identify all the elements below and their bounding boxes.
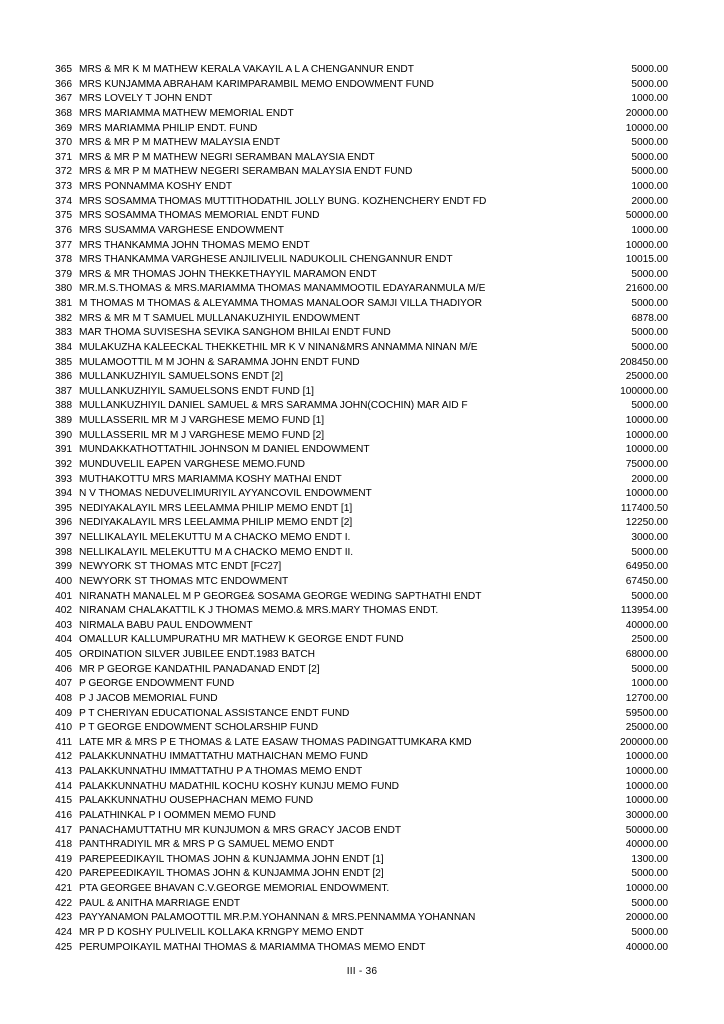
endowment-amount: 200000.00	[620, 736, 668, 748]
endowment-amount: 5000.00	[631, 327, 668, 339]
endowment-name: MRS THANKAMMA JOHN THOMAS MEMO ENDT	[79, 239, 310, 251]
table-row	[47, 78, 668, 93]
table-row	[47, 253, 668, 268]
table-row	[47, 692, 668, 707]
table-row	[47, 107, 668, 122]
row-index: 369	[55, 122, 72, 134]
table-row	[47, 794, 668, 809]
endowment-amount: 100000.00	[620, 385, 668, 397]
row-index: 397	[55, 532, 72, 543]
table-row	[47, 385, 668, 400]
endowment-amount: 67450.00	[625, 575, 668, 587]
row-index: 372	[55, 166, 72, 178]
row-index: 418	[55, 839, 72, 851]
endowment-amount: 5000.00	[631, 64, 668, 75]
row-index: 379	[55, 268, 72, 280]
row-index: 411	[55, 736, 72, 748]
endowment-name: MR P GEORGE KANDATHIL PANADANAD ENDT [2]	[79, 663, 320, 675]
endowment-name: NIRMALA BABU PAUL ENDOWMENT	[79, 619, 253, 631]
endowment-amount: 5000.00	[631, 137, 668, 149]
endowment-amount: 5000.00	[631, 663, 668, 675]
endowment-name: MRS MARIAMMA PHILIP ENDT. FUND	[79, 122, 258, 134]
page-number-label: III - 36	[346, 966, 378, 977]
endowment-name: NEDIYAKALAYIL MRS LEELAMMA PHILIP MEMO ENDT [2]	[79, 517, 353, 529]
endowment-name: MRS SUSAMMA VARGHESE ENDOWMENT	[79, 224, 284, 236]
table-row	[47, 926, 668, 941]
row-index: 374	[55, 195, 72, 207]
row-index: 403	[55, 619, 72, 631]
endowment-amount: 10000.00	[625, 444, 668, 456]
endowment-name: MR.M.S.THOMAS & MRS.MARIAMMA THOMAS MANAMMOOTIL EDAYARANMULA M/E	[79, 283, 486, 295]
endowment-name: PANTHRADIYIL MR & MRS P G SAMUEL MEMO ENDT	[79, 839, 335, 851]
endowment-name: MULLANKUZHIYIL SAMUELSONS ENDT FUND [1]	[79, 385, 314, 397]
row-index: 425	[55, 941, 72, 953]
endowment-amount: 208450.00	[620, 356, 668, 368]
table-row	[47, 224, 668, 239]
endowment-name: P J JACOB MEMORIAL FUND	[79, 692, 218, 704]
table-row	[47, 736, 668, 751]
row-index: 365	[55, 64, 72, 75]
table-row	[47, 151, 668, 166]
endowment-name: N V THOMAS NEDUVELIMURIYIL AYYANCOVIL ENDOWMENT	[79, 488, 372, 500]
endowment-name: NELLIKALAYIL MELEKUTTU M A CHACKO MEMO ENDT II.	[79, 546, 354, 558]
row-index: 376	[55, 224, 72, 236]
endowment-amount: 10000.00	[625, 751, 668, 763]
endowment-amount: 40000.00	[625, 619, 668, 631]
endowment-name: NELLIKALAYIL MELEKUTTU M A CHACKO MEMO ENDT I.	[79, 532, 351, 543]
endowment-name: PTA GEORGEE BHAVAN C.V.GEORGE MEMORIAL ENDOWMENT.	[79, 883, 390, 894]
endowment-name: PAREPEEDIKAYIL THOMAS JOHN & KUNJAMMA JOHN ENDT [1]	[79, 853, 384, 865]
endowment-amount: 5000.00	[631, 166, 668, 178]
row-index: 387	[55, 385, 72, 397]
endowment-name: PAYYANAMON PALAMOOTTIL MR.P.M.YOHANNAN & MRS.PENNAMMA YOHANNAN	[79, 912, 476, 924]
endowment-amount: 1300.00	[631, 853, 668, 865]
endowment-amount: 75000.00	[625, 458, 668, 470]
row-index: 380	[55, 283, 72, 295]
endowment-name: P T GEORGE ENDOWMENT SCHOLARSHIP FUND	[79, 722, 319, 734]
table-row	[47, 282, 668, 297]
endowment-name: NEWYORK ST THOMAS MTC ENDT [FC27]	[79, 561, 282, 573]
endowment-amount: 50000.00	[625, 824, 668, 836]
table-row	[47, 429, 668, 444]
endowment-name: MUNDAKKATHOTTATHIL JOHNSON M DANIEL ENDOWMENT	[79, 444, 370, 456]
table-row	[47, 882, 668, 897]
row-index: 402	[55, 605, 72, 617]
row-index: 382	[55, 312, 72, 324]
row-index: 423	[55, 912, 72, 924]
endowment-name: PAUL & ANITHA MARRIAGE ENDT	[79, 897, 241, 909]
endowment-amount: 5000.00	[631, 897, 668, 909]
table-row	[47, 560, 668, 575]
endowment-name: MAR THOMA SUVISESHA SEVIKA SANGHOM BHILAI ENDT FUND	[79, 327, 391, 339]
table-row	[47, 195, 668, 210]
endowment-amount: 21600.00	[625, 283, 668, 295]
endowment-name: MRS THANKAMMA VARGHESE ANJILIVELIL NADUKOLIL CHENGANNUR ENDT	[79, 254, 453, 266]
endowment-amount: 59500.00	[625, 707, 668, 719]
table-row	[47, 707, 668, 722]
row-index: 371	[55, 151, 72, 163]
row-index: 410	[55, 722, 72, 734]
endowment-amount: 1000.00	[631, 224, 668, 236]
endowment-amount: 10000.00	[625, 766, 668, 777]
table-row	[47, 239, 668, 254]
endowment-amount: 5000.00	[631, 400, 668, 412]
endowment-amount: 20000.00	[625, 107, 668, 119]
endowment-name: MUNDUVELIL EAPEN VARGHESE MEMO.FUND	[79, 458, 305, 470]
row-index: 400	[55, 575, 72, 587]
row-index: 413	[55, 766, 72, 777]
row-index: 424	[55, 926, 72, 938]
table-row	[47, 136, 668, 151]
endowment-name: MULAMOOTTIL M M JOHN & SARAMMA JOHN ENDT FUND	[79, 356, 360, 368]
row-index: 388	[55, 400, 72, 412]
endowment-name: PANACHAMUTTATHU MR KUNJUMON & MRS GRACY JACOB ENDT	[79, 824, 402, 836]
endowment-amount: 10000.00	[625, 415, 668, 426]
endowment-name: MRS & MR K M MATHEW KERALA VAKAYIL A L A CHENGANNUR ENDT	[79, 64, 414, 75]
table-row	[47, 546, 668, 561]
endowment-name: MRS KUNJAMMA ABRAHAM KARIMPARAMBIL MEMO ENDOWMENT FUND	[79, 78, 434, 90]
table-row	[47, 165, 668, 180]
endowment-amount: 5000.00	[631, 151, 668, 163]
endowment-amount: 10000.00	[625, 239, 668, 251]
endowment-name: MRS & MR P M MATHEW NEGERI SERAMBAN MALAYSIA ENDT FUND	[79, 166, 413, 178]
row-index: 367	[55, 93, 72, 105]
endowment-amount: 117400.50	[620, 502, 668, 514]
endowment-name: MRS SOSAMMA THOMAS MEMORIAL ENDT FUND	[79, 210, 320, 222]
endowment-amount: 64950.00	[625, 561, 668, 573]
endowment-name: MRS & MR P M MATHEW NEGRI SERAMBAN MALAYSIA ENDT	[79, 151, 375, 163]
row-index: 417	[55, 824, 72, 836]
row-index: 406	[55, 663, 72, 675]
table-row	[47, 370, 668, 385]
row-index: 391	[55, 444, 72, 456]
row-index: 384	[55, 341, 72, 353]
row-index: 375	[55, 210, 72, 222]
endowment-amount: 68000.00	[625, 649, 668, 660]
endowment-amount: 25000.00	[625, 371, 668, 383]
endowment-name: MR P D KOSHY PULIVELIL KOLLAKA KRNGPY MEMO ENDT	[79, 926, 364, 938]
row-index: 420	[55, 868, 72, 880]
endowment-name: LATE MR & MRS P E THOMAS & LATE EASAW THOMAS PADINGATTUMKARA KMD	[79, 736, 472, 748]
row-index: 404	[55, 634, 72, 646]
table-row	[47, 414, 668, 429]
endowment-name: PALAKKUNNATHU OUSEPHACHAN MEMO FUND	[79, 795, 314, 807]
row-index: 408	[55, 692, 72, 704]
endowment-name: MRS LOVELY T JOHN ENDT	[79, 93, 213, 105]
table-row	[47, 721, 668, 736]
endowment-amount: 10015.00	[625, 254, 668, 266]
row-index: 383	[55, 327, 72, 339]
table-row	[47, 809, 668, 824]
row-index: 370	[55, 137, 72, 149]
table-row	[47, 326, 668, 341]
row-index: 416	[55, 809, 72, 821]
endowment-amount: 10000.00	[625, 429, 668, 441]
endowment-amount: 5000.00	[631, 926, 668, 938]
endowment-amount: 40000.00	[625, 941, 668, 953]
table-row	[47, 341, 668, 356]
endowment-name: ORDINATION SILVER JUBILEE ENDT.1983 BATCH	[79, 649, 315, 660]
table-row	[47, 677, 668, 692]
row-index: 399	[55, 561, 72, 573]
endowment-amount: 12250.00	[625, 517, 668, 529]
endowment-name: MUTHAKOTTU MRS MARIAMMA KOSHY MATHAI ENDT	[79, 473, 342, 485]
row-index: 415	[55, 795, 72, 807]
row-index: 414	[55, 780, 72, 792]
table-row	[47, 487, 668, 502]
endowment-name: PALAKKUNNATHU MADATHIL KOCHU KOSHY KUNJU MEMO FUND	[79, 780, 400, 792]
row-index: 398	[55, 546, 72, 558]
endowment-name: MRS MARIAMMA MATHEW MEMORIAL ENDT	[79, 107, 294, 119]
endowment-amount: 113954.00	[620, 605, 668, 617]
row-index: 386	[55, 371, 72, 383]
row-index: 409	[55, 707, 72, 719]
row-index: 405	[55, 649, 72, 660]
endowment-amount: 20000.00	[625, 912, 668, 924]
page-footer	[0, 966, 724, 977]
endowment-amount: 12700.00	[625, 692, 668, 704]
table-row	[47, 473, 668, 488]
row-index: 401	[55, 590, 72, 602]
endowment-name: MULLASSERIL MR M J VARGHESE MEMO FUND [1]	[79, 415, 325, 426]
table-row	[47, 765, 668, 780]
row-index: 381	[55, 298, 72, 309]
row-index: 393	[55, 473, 72, 485]
endowment-name: NIRANAM CHALAKATTIL K J THOMAS MEMO.& MRS.MARY THOMAS ENDT.	[79, 605, 439, 617]
row-index: 392	[55, 458, 72, 470]
endowment-amount: 1000.00	[631, 181, 668, 192]
endowment-amount: 5000.00	[631, 590, 668, 602]
endowment-name: MRS & MR THOMAS JOHN THEKKETHAYYIL MARAMON ENDT	[79, 268, 377, 280]
table-row	[47, 180, 668, 195]
endowment-amount: 10000.00	[625, 488, 668, 500]
table-row	[47, 604, 668, 619]
row-index: 373	[55, 181, 72, 192]
row-index: 390	[55, 429, 72, 441]
table-row	[47, 399, 668, 414]
table-row	[47, 780, 668, 795]
endowment-amount: 5000.00	[631, 868, 668, 880]
endowment-amount: 3000.00	[631, 532, 668, 543]
table-row	[47, 458, 668, 473]
table-row	[47, 867, 668, 882]
endowment-amount: 10000.00	[625, 780, 668, 792]
table-row	[47, 312, 668, 327]
endowment-amount: 10000.00	[625, 883, 668, 894]
endowment-amount: 25000.00	[625, 722, 668, 734]
endowment-name: OMALLUR KALLUMPURATHU MR MATHEW K GEORGE ENDT FUND	[79, 634, 404, 646]
endowment-amount: 5000.00	[631, 78, 668, 90]
table-row	[47, 268, 668, 283]
table-row	[47, 853, 668, 868]
endowment-amount: 10000.00	[625, 122, 668, 134]
endowment-name: MULLANKUZHIYIL SAMUELSONS ENDT [2]	[79, 371, 283, 383]
row-index: 396	[55, 517, 72, 529]
table-row	[47, 648, 668, 663]
endowment-name: MRS & MR M T SAMUEL MULLANAKUZHIYIL ENDOWMENT	[79, 312, 361, 324]
endowment-amount: 6878.00	[631, 312, 668, 324]
table-row	[47, 297, 668, 312]
row-index: 421	[55, 883, 72, 894]
endowment-amount: 5000.00	[631, 268, 668, 280]
table-row	[47, 897, 668, 912]
endowment-name: MULLANKUZHIYIL DANIEL SAMUEL & MRS SARAMMA JOHN(COCHIN) MAR AID F	[79, 400, 468, 412]
table-row	[47, 122, 668, 137]
table-row	[47, 92, 668, 107]
endowment-amount: 5000.00	[631, 341, 668, 353]
row-index: 394	[55, 488, 72, 500]
table-row	[47, 531, 668, 546]
table-row	[47, 502, 668, 517]
table-row	[47, 824, 668, 839]
endowment-name: NIRANATH MANALEL M P GEORGE& SOSAMA GEORGE WEDING SAPTHATHI ENDT	[79, 590, 482, 602]
table-row	[47, 590, 668, 605]
row-index: 366	[55, 78, 72, 90]
row-index: 385	[55, 356, 72, 368]
endowment-amount: 2000.00	[631, 195, 668, 207]
table-row	[47, 633, 668, 648]
row-index: 412	[55, 751, 72, 763]
endowment-name: PALAKKUNNATHU IMMATTATHU P A THOMAS MEMO ENDT	[79, 766, 363, 777]
endowment-amount: 30000.00	[625, 809, 668, 821]
endowment-amount: 40000.00	[625, 839, 668, 851]
table-row	[47, 838, 668, 853]
table-row	[47, 209, 668, 224]
endowment-amount: 5000.00	[631, 298, 668, 309]
endowment-amount: 50000.00	[625, 210, 668, 222]
table-row	[47, 663, 668, 678]
row-index: 377	[55, 239, 72, 251]
row-index: 395	[55, 502, 72, 514]
table-row	[47, 911, 668, 926]
endowment-name: PALATHINKAL P I OOMMEN MEMO FUND	[79, 809, 276, 821]
row-index: 368	[55, 107, 72, 119]
endowment-name: NEWYORK ST THOMAS MTC ENDOWMENT	[79, 575, 289, 587]
endowment-name: PALAKKUNNATHU IMMATTATHU MATHAICHAN MEMO FUND	[79, 751, 368, 763]
row-index: 389	[55, 415, 72, 426]
endowment-amount: 1000.00	[631, 93, 668, 105]
row-index: 422	[55, 897, 72, 909]
row-index: 419	[55, 853, 72, 865]
endowment-name: MULAKUZHA KALEECKAL THEKKETHIL MR K V NINAN&MRS ANNAMMA NINAN M/E	[79, 341, 478, 353]
row-index: 378	[55, 254, 72, 266]
row-index: 407	[55, 678, 72, 690]
table-row	[47, 356, 668, 371]
table-row	[47, 63, 668, 78]
endowment-amount: 2500.00	[631, 634, 668, 646]
endowment-name: P GEORGE ENDOWMENT FUND	[79, 678, 235, 690]
table-row	[47, 575, 668, 590]
endowment-name: M THOMAS M THOMAS & ALEYAMMA THOMAS MANALOOR SAMJI VILLA THADIYOR	[79, 298, 482, 309]
endowment-name: MRS PONNAMMA KOSHY ENDT	[79, 181, 233, 192]
table-row	[47, 941, 668, 956]
endowment-name: MULLASSERIL MR M J VARGHESE MEMO FUND [2]	[79, 429, 325, 441]
table-row	[47, 619, 668, 634]
endowment-amount: 1000.00	[631, 678, 668, 690]
endowment-name: P T CHERIYAN EDUCATIONAL ASSISTANCE ENDT FUND	[79, 707, 350, 719]
endowment-ledger-table	[47, 63, 668, 955]
endowment-amount: 5000.00	[631, 546, 668, 558]
endowment-amount: 2000.00	[631, 473, 668, 485]
endowment-name: PERUMPOIKAYIL MATHAI THOMAS & MARIAMMA THOMAS MEMO ENDT	[79, 941, 426, 953]
table-row	[47, 443, 668, 458]
endowment-name: MRS SOSAMMA THOMAS MUTTITHODATHIL JOLLY BUNG. KOZHENCHERY ENDT FD	[79, 195, 487, 207]
table-row	[47, 750, 668, 765]
table-row	[47, 516, 668, 531]
endowment-name: NEDIYAKALAYIL MRS LEELAMMA PHILIP MEMO ENDT [1]	[79, 502, 353, 514]
endowment-name: MRS & MR P M MATHEW MALAYSIA ENDT	[79, 137, 281, 149]
endowment-amount: 10000.00	[625, 795, 668, 807]
endowment-name: PAREPEEDIKAYIL THOMAS JOHN & KUNJAMMA JOHN ENDT [2]	[79, 868, 384, 880]
